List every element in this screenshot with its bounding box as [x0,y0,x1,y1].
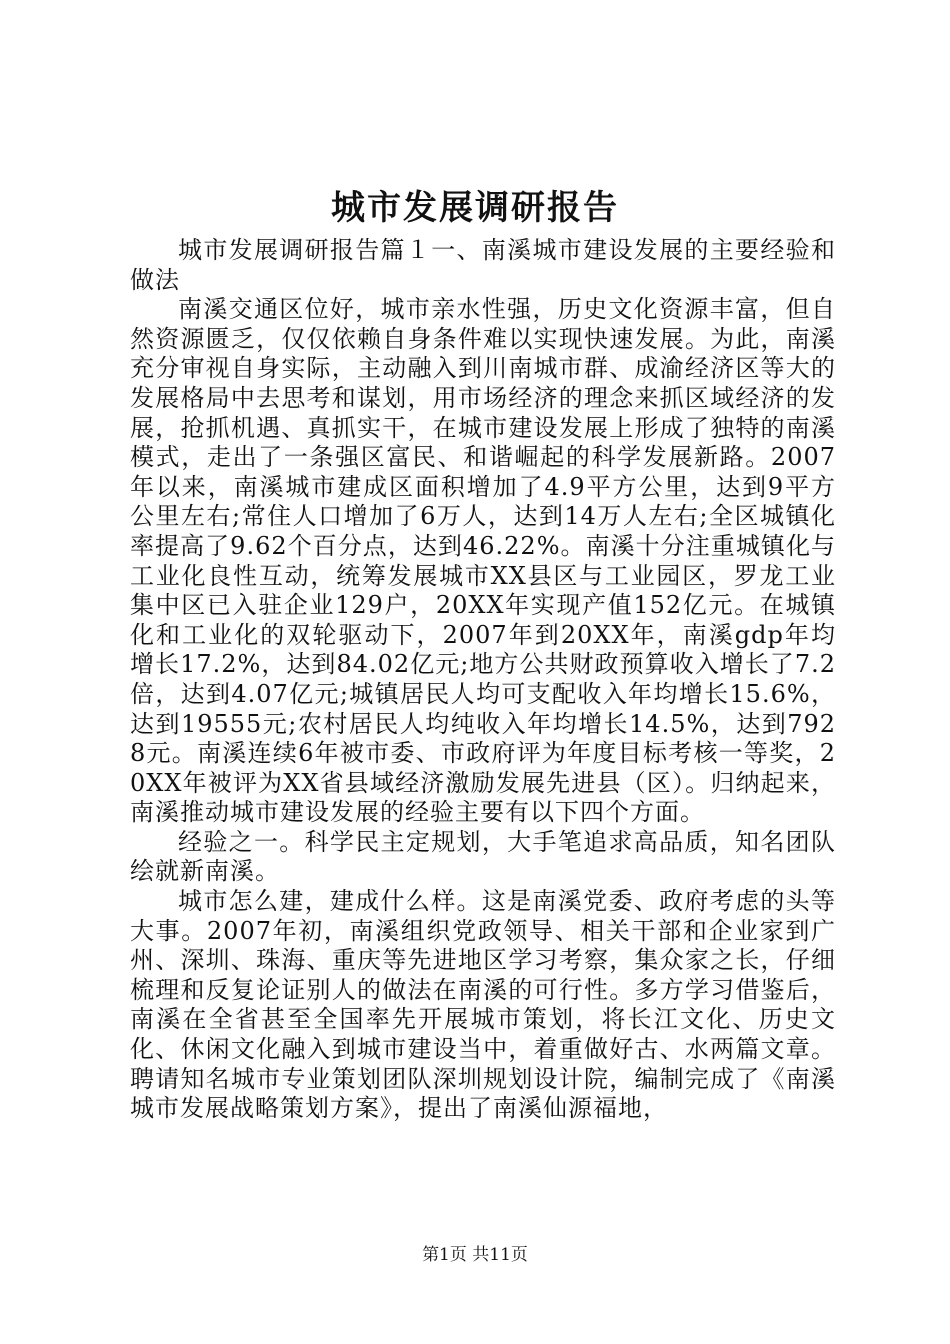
paragraph-intro: 城市发展调研报告篇１一、南溪城市建设发展的主要经验和做法 [130,236,836,294]
paragraph-experience-one: 经验之一。科学民主定规划，大手笔追求高品质，知名团队绘就新南溪。 [130,827,836,886]
paragraph-overview: 南溪交通区位好，城市亲水性强，历史文化资源丰富，但自然资源匮乏，仅仅依赖自身条件难以实现快速发展。为此，南溪充分审视自身实际，主动融入到川南城市群、成渝经济区等大的发展格局中去思考和谋划，用市场经济的理念来抓区域经济的发展，抢抓机遇、真抓实干，在城市建设发展上形成了独特的南溪模式，走出了一条强区富民、和谐崛起的科学发展新路。2007年以来，南溪城市建成区面积增加了4.9平方公里，达到9平方公里左右;常住人口增加了6万人，达到14万人左右;全区城镇化率提高了9.62个百分点，达到46.22%。南溪十分注重城镇化与工业化良性互动，统筹发展城市XX县区与工业园区，罗龙工业集中区已入驻企业129户，20XX年实现产值152亿元。在城镇化和工业化的双轮驱动下，2007年到20XX年，南溪gdp年均增长17.2%，达到84.02亿元;地方公共财政预算收入增长了7.2倍，达到4.07亿元;城镇居民人均可支配收入年均增长15.6%，达到19555元;农村居民人均纯收入年均增长14.5%，达到7928元。南溪连续6年被市委、市政府评为年度目标考核一等奖，20XX年被评为XX省县域经济激励发展先进县（区）。归纳起来，南溪推动城市建设发展的经验主要有以下四个方面。 [130,295,836,827]
page-footer: 第1页 共11页 [422,1245,528,1265]
document-title: 城市发展调研报告 [331,188,619,228]
paragraph-planning: 城市怎么建，建成什么样。这是南溪党委、政府考虑的头等大事。2007年初，南溪组织党政领导、相关干部和企业家到广州、深圳、珠海、重庆等先进地区学习考察，集众家之长，仔细梳理和反复论证别人的做法在南溪的可行性。多方学习借鉴后，南溪在全省甚至全国率先开展城市策划，将长江文化、历史文化、休闲文化融入到城市建设当中，着重做好古、水两篇文章。聘请知名城市专业策划团队深圳规划设计院，编制完成了《南溪城市发展战略策划方案》，提出了南溪仙源福地， [130,887,836,1123]
document-body [130,236,836,1124]
